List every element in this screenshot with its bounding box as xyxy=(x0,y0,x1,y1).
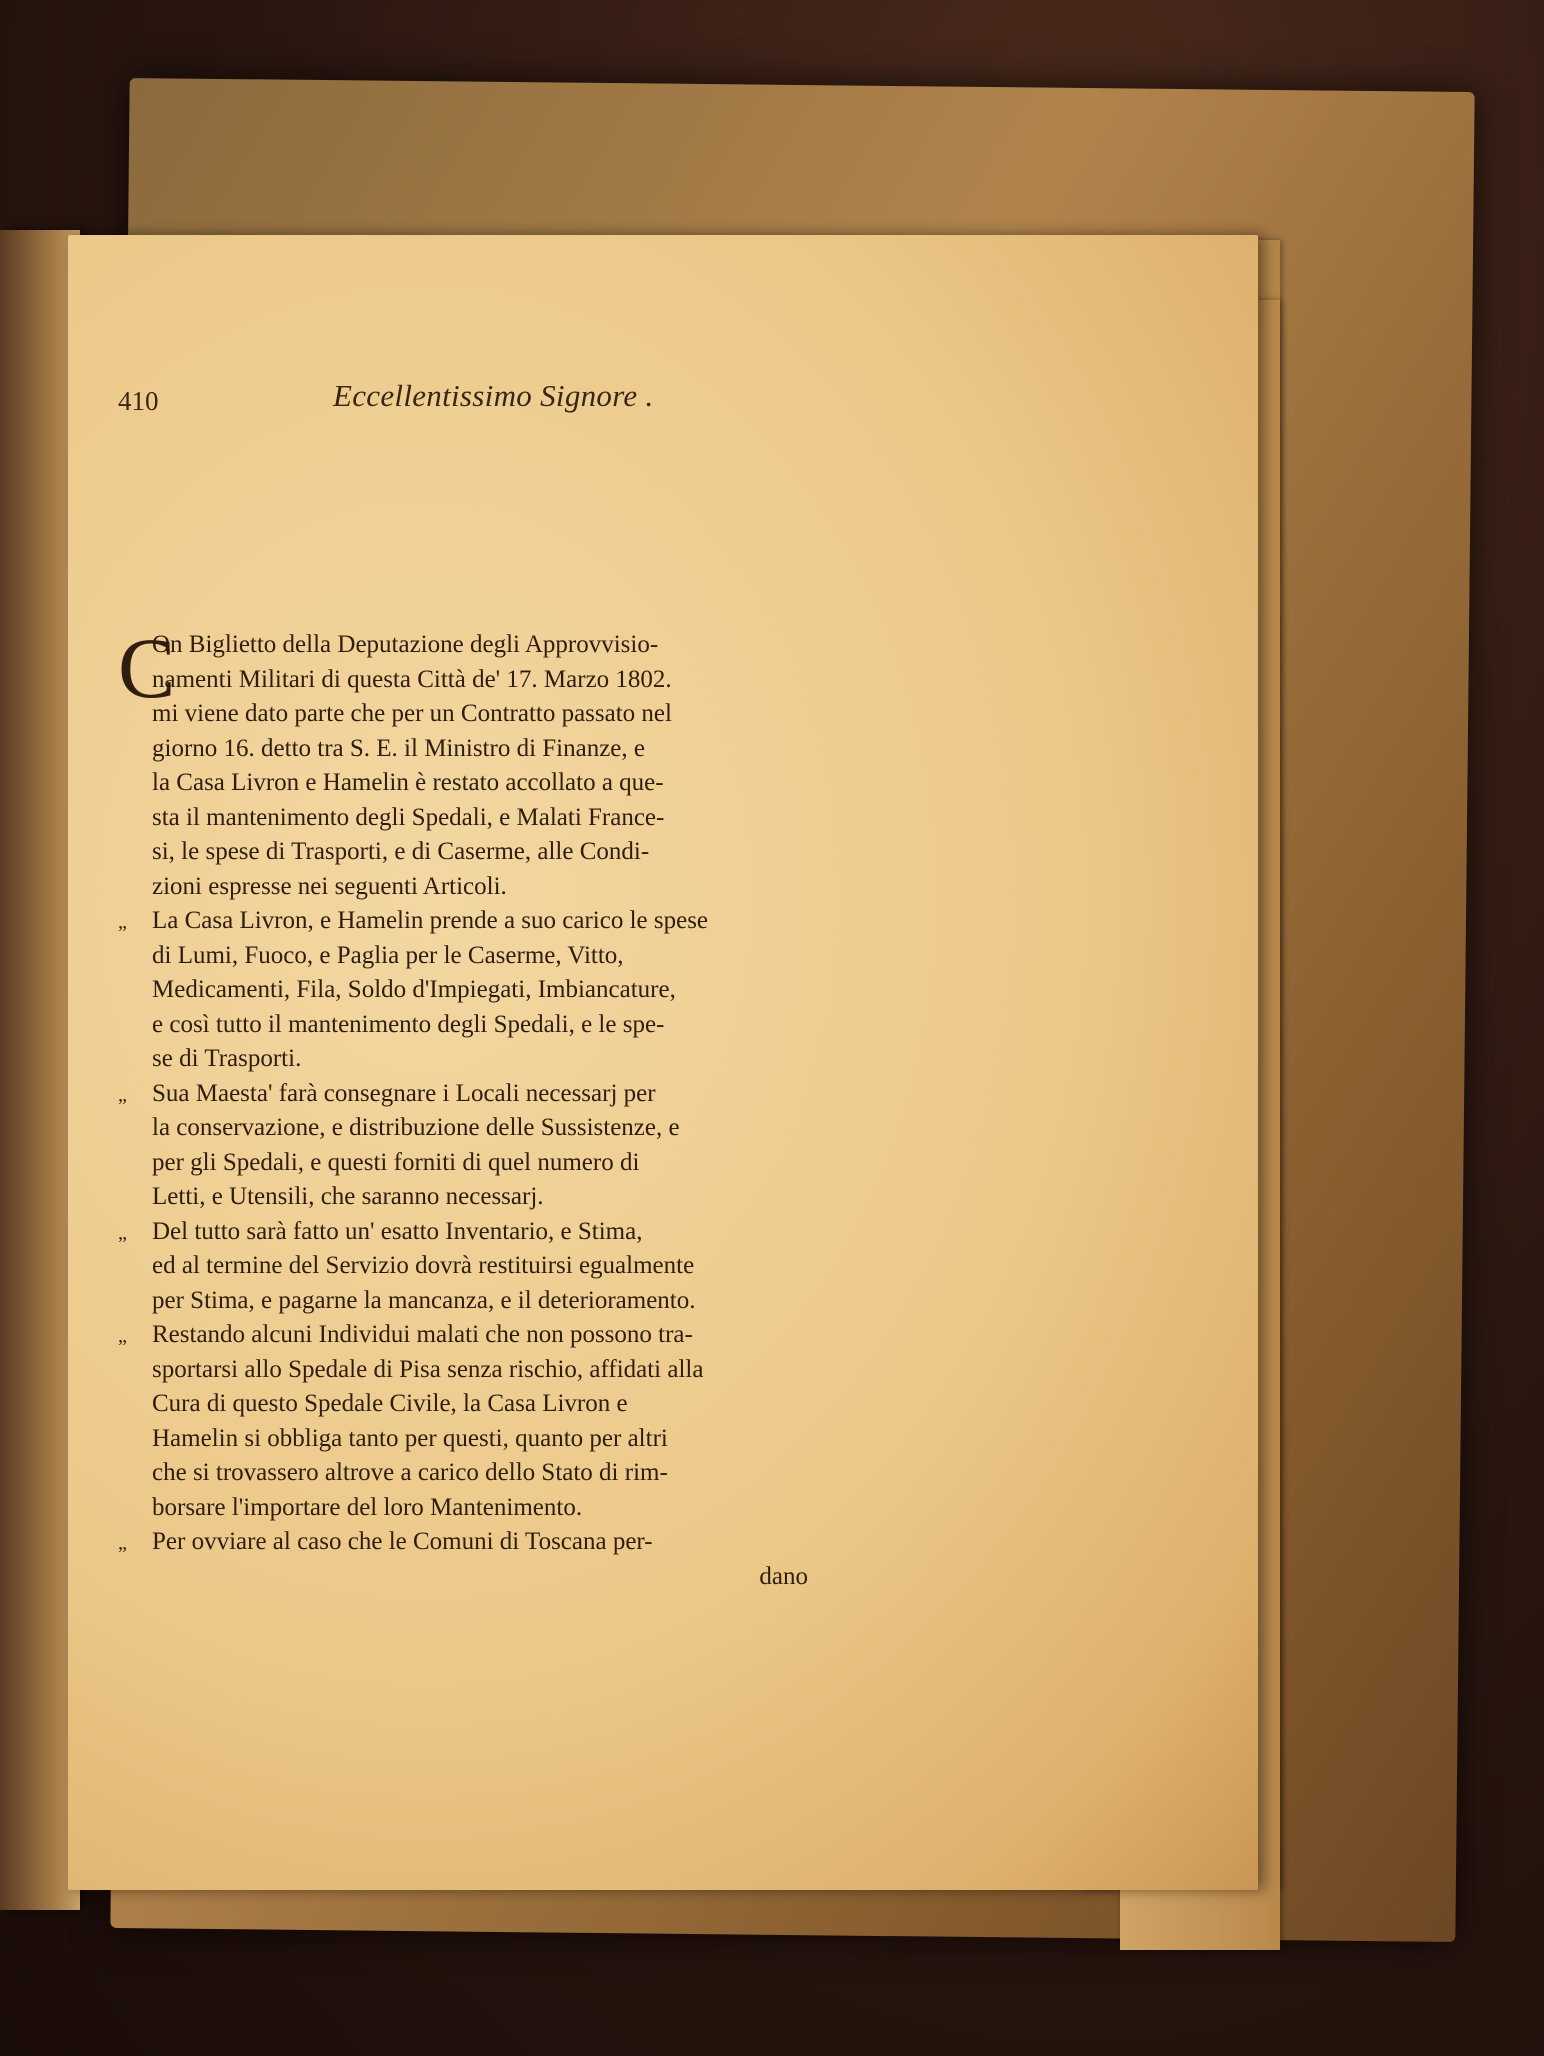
running-head: Eccellentissimo Signore . xyxy=(333,378,654,413)
text-line: che si trovassero altrove a carico dello Stato di rim- xyxy=(152,1459,668,1486)
text-line: borsare l'importare del loro Mantenimento. xyxy=(152,1493,583,1521)
text-line: Per ovviare al caso che le Comuni di Toscana per- xyxy=(152,1528,653,1555)
article-4 xyxy=(118,1318,838,1525)
text-line: sta il mantenimento degli Spedali, e Malati France- xyxy=(152,803,665,831)
text-line: Letti, e Utensili, che saranno necessarj. xyxy=(152,1183,544,1210)
text-line: per gli Spedali, e questi forniti di quel numero di xyxy=(152,1148,640,1176)
page-number: 410 xyxy=(118,386,159,416)
article-3 xyxy=(118,1215,838,1319)
text-line: zioni espresse nei seguenti Articoli. xyxy=(152,872,507,900)
text-line: se di Trasporti. xyxy=(152,1045,302,1072)
catchword: dano xyxy=(759,1562,808,1590)
page-header xyxy=(118,378,718,428)
text-line: Medicamenti, Fila, Soldo d'Impiegati, Imbiancature, xyxy=(152,976,676,1003)
intro-paragraph xyxy=(118,628,838,904)
quote-mark: „ xyxy=(118,1532,127,1554)
text-line: mi viene dato parte che per un Contratto passato nel xyxy=(152,700,672,727)
quote-mark: „ xyxy=(118,911,127,933)
text-line: Restando alcuni Individui malati che non possono tra- xyxy=(152,1321,693,1348)
article-1 xyxy=(118,904,838,1077)
text-line: la conservazione, e distribuzione delle Sussistenze, e xyxy=(152,1114,680,1141)
article-2 xyxy=(118,1077,838,1215)
text-line: si, le spese di Trasporti, e di Caserme, alle Condi- xyxy=(152,838,650,865)
text-line: giorno 16. detto tra S. E. il Ministro di Finanze, e xyxy=(152,734,645,762)
text-line: On Biglietto della Deputazione degli Approvvisio- xyxy=(152,631,659,658)
body-text xyxy=(118,628,838,1594)
quote-mark: „ xyxy=(118,1325,127,1347)
quote-mark: „ xyxy=(118,1221,127,1244)
text-line: Hamelin si obbliga tanto per questi, quanto per altri xyxy=(152,1424,668,1452)
article-5 xyxy=(118,1525,838,1560)
text-line: La Casa Livron, e Hamelin prende a suo carico le spese xyxy=(152,907,709,934)
text-line: la Casa Livron e Hamelin è restato accollato a que- xyxy=(152,769,664,796)
text-line: Cura di questo Spedale Civile, la Casa Livron e xyxy=(152,1390,628,1417)
quote-mark: „ xyxy=(118,1083,127,1106)
text-line: di Lumi, Fuoco, e Paglia per le Caserme, Vitto, xyxy=(152,941,624,969)
text-line: e così tutto il mantenimento degli Spedali, e le spe- xyxy=(152,1010,665,1038)
drop-cap: C xyxy=(118,620,176,716)
text-line: sportarsi allo Spedale di Pisa senza rischio, affidati alla xyxy=(152,1355,704,1383)
text-line: Sua Maesta' farà consegnare i Locali necessarj per xyxy=(152,1079,656,1107)
text-line: per Stima, e pagarne la mancanza, e il deterioramento. xyxy=(152,1286,696,1314)
text-line: ed al termine del Servizio dovrà restituirsi egualmente xyxy=(152,1252,695,1279)
text-line: Del tutto sarà fatto un' esatto Inventario, e Stima, xyxy=(152,1217,643,1245)
text-line: namenti Militari di questa Città de' 17. Marzo 1802. xyxy=(152,665,672,693)
